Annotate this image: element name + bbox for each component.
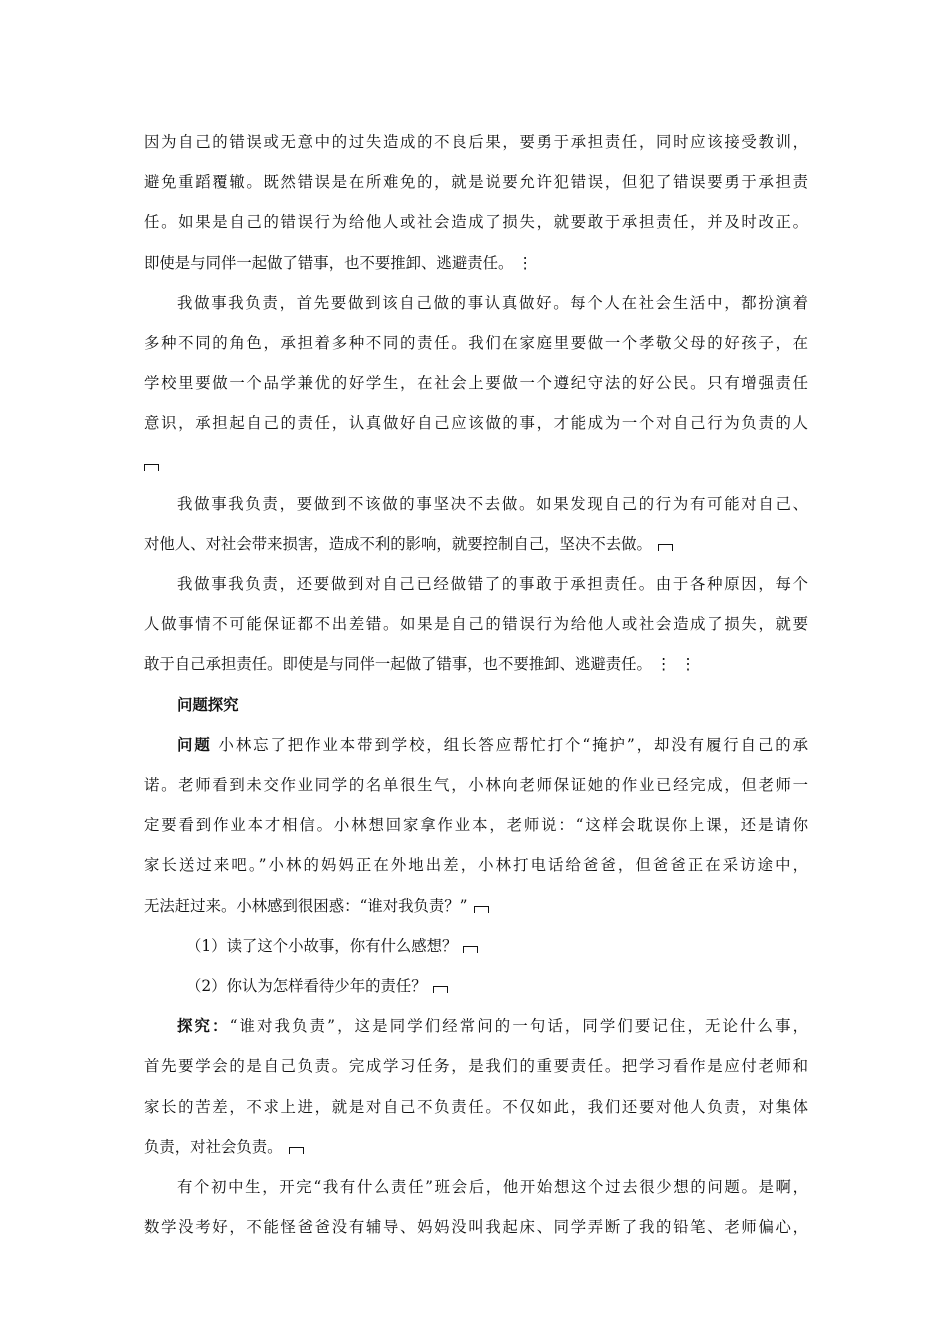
text-line: 因为自己的错误或无意中的过失造成的不良后果，要勇于承担责任，同时应该接受教训，: [144, 133, 808, 151]
text-line: 意识，承担起自己的责任，认真做好自己应该做的事，才能成为一个对自己行为负责的人: [144, 414, 808, 433]
text-line: 首先要学会的是自己负责。完成学习任务，是我们的重要责任。把学习看作是应付老师和: [144, 1057, 808, 1076]
explore-paragraph: [144, 1006, 808, 1167]
problem-label: 问题: [177, 735, 212, 754]
vertical-dots-mark: ⋮ ⋮: [655, 655, 698, 674]
text-span: 敢于自己承担责任。即使是与同伴一起做了错事，也不要推卸、逃避责任。: [144, 655, 652, 674]
text-line: 任。如果是自己的错误行为给他人或社会造成了损失，就要敢于承担责任，并及时改正。: [144, 213, 808, 232]
text-line: 我做事我负责，要做到不该做的事坚决不去做。如果发现自己的行为有可能对自己、: [177, 494, 808, 513]
text-line: [144, 1006, 808, 1046]
text-line: 家长的苦差，不求上进，就是对自己不负责任。不仅如此，我们还要对他人负责，对集体: [144, 1097, 808, 1116]
text-span: 负责，对社会负责。: [144, 1137, 283, 1156]
text-line: 人做事情不可能保证都不出差错。如果是自己的错误行为给他人或社会造成了损失，就要: [144, 615, 808, 634]
vertical-dots-mark: ⋮: [517, 253, 535, 272]
explore-label: 探究：: [177, 1017, 230, 1036]
paragraph-5: [144, 1167, 808, 1247]
section-heading: 问题探究: [177, 695, 239, 714]
text-span: 即使是与同伴一起做了错事，也不要推卸、逃避责任。: [144, 253, 514, 272]
text-line: 家长送过来吧。”小林的妈妈正在外地出差，小林打电话给爸爸，但爸爸正在采访途中，: [144, 856, 808, 875]
text-span: “谁对我负责”，这是同学们经常问的一句话，同学们要记住，无论什么事，: [229, 1017, 808, 1036]
document-body: [144, 122, 808, 1247]
paragraph-1: [144, 122, 808, 283]
problem-paragraph: [144, 725, 808, 926]
bracket-mark: [474, 906, 489, 913]
paragraph-2: [144, 283, 808, 484]
text-line: 我做事我负责，还要做到对自己已经做错了的事敢于承担责任。由于各种原因，每个: [177, 575, 808, 594]
text-line: [144, 444, 808, 484]
paragraph-3: [144, 484, 808, 564]
question-item: [144, 966, 808, 1006]
bracket-mark: [463, 946, 478, 953]
text-line: [144, 243, 808, 283]
text-span: 对他人、对社会带来损害，造成不利的影响，就要控制自己，坚决不去做。: [144, 534, 652, 553]
bracket-mark: [289, 1147, 304, 1154]
paragraph-4: [144, 564, 808, 685]
text-line: 我做事我负责，首先要做到该自己做的事认真做好。每个人在社会生活中，都扮演着: [177, 293, 808, 312]
text-span: 无法赶过来。小林感到很困惑：“谁对我负责？”: [144, 896, 468, 915]
question-item: [144, 926, 808, 966]
bracket-mark: [144, 464, 159, 471]
text-span: 小林忘了把作业本带到学校，组长答应帮忙打个“掩护”，却没有履行自己的承: [218, 735, 808, 754]
text-span: （1）读了这个小故事，你有什么感想？: [186, 936, 458, 955]
text-line: 数学没考好，不能怪爸爸没有辅导、妈妈没叫我起床、同学弄断了我的铅笔、老师偏心，: [144, 1218, 808, 1237]
text-line: 诺。老师看到未交作业同学的名单很生气，小林向老师保证她的作业已经完成，但老师一: [144, 776, 808, 794]
bracket-mark: [433, 986, 448, 993]
text-line: 定要看到作业本才相信。小林想回家拿作业本，老师说：“这样会耽误你上课，还是请你: [144, 816, 808, 835]
text-line: 有个初中生，开完“我有什么责任”班会后，他开始想这个过去很少想的问题。是啊，: [177, 1177, 808, 1196]
text-line: [144, 1127, 808, 1167]
bracket-mark: [658, 544, 673, 551]
text-line: [144, 644, 808, 684]
text-line: [144, 524, 808, 564]
text-line: 学校里要做一个品学兼优的好学生，在社会上要做一个遵纪守法的好公民。只有增强责任: [144, 374, 808, 393]
text-span: （2）你认为怎样看待少年的责任？: [186, 976, 427, 995]
text-line: 多种不同的角色，承担着多种不同的责任。我们在家庭里要做一个孝敬父母的好孩子，在: [144, 333, 808, 352]
text-line: 避免重蹈覆辙。既然错误是在所难免的，就是说要允许犯错误，但犯了错误要勇于承担责: [144, 173, 808, 192]
text-line: [144, 725, 808, 765]
question-list: [144, 926, 808, 1006]
text-line: [144, 886, 808, 926]
